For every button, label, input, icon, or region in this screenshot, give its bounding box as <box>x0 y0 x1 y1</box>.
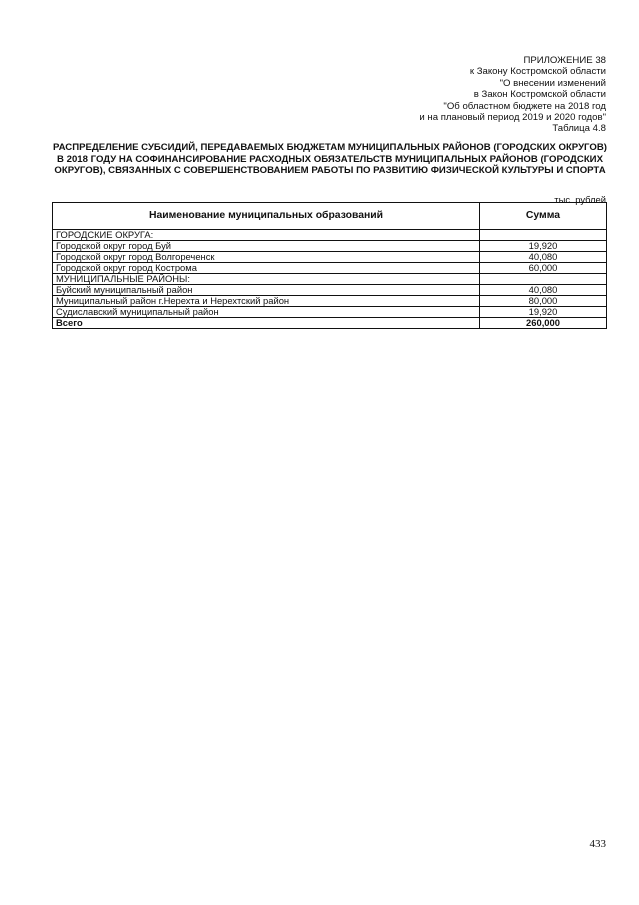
row-name: Муниципальный район г.Нерехта и Нерехтский район <box>53 296 480 307</box>
table-row-section <box>53 274 607 285</box>
table-row <box>53 285 607 296</box>
column-header-name: Наименование муниципальных образований <box>53 203 480 230</box>
row-name: Буйский муниципальный район <box>53 285 480 296</box>
document-title: РАСПРЕДЕЛЕНИЕ СУБСИДИЙ, ПЕРЕДАВАЕМЫХ БЮДЖЕТАМ МУНИЦИПАЛЬНЫХ РАЙОНОВ (ГОРОДСКИХ ОКРУГОВ) В 2018 ГОДУ НА СОФИНАНСИРОВАНИЕ РАСХОДНЫХ ОБЯЗАТЕЛЬСТВ МУНИЦИПАЛЬНЫХ РАЙОНОВ (ГОРОДСКИХ ОКРУГОВ), СВЯЗАННЫХ С СОВЕРШЕНСТВОВАНИЕМ РАБОТЫ ПО РАЗВИТИЮ ФИЗИЧЕСКОЙ КУЛЬТУРЫ И СПОРТА <box>53 142 607 177</box>
table-row <box>53 263 607 274</box>
table-row <box>53 296 607 307</box>
table-header-row <box>53 203 607 230</box>
row-amount: 60,000 <box>480 263 607 274</box>
row-amount: 80,000 <box>480 296 607 307</box>
row-name: ГОРОДСКИЕ ОКРУГА: <box>53 230 480 241</box>
row-name: Судиславский муниципальный район <box>53 307 480 318</box>
row-amount: 19,920 <box>480 241 607 252</box>
table-row <box>53 252 607 263</box>
appendix-line: и на плановый период 2019 и 2020 годов" <box>419 112 606 124</box>
table-row-total <box>53 318 607 329</box>
table-row-section <box>53 230 607 241</box>
total-amount: 260,000 <box>480 318 607 329</box>
table-row <box>53 241 607 252</box>
row-amount: 40,080 <box>480 252 607 263</box>
row-amount: 19,920 <box>480 307 607 318</box>
row-name: Городской округ город Буй <box>53 241 480 252</box>
total-label: Всего <box>53 318 480 329</box>
row-name: Городской округ город Волгореченск <box>53 252 480 263</box>
row-name: МУНИЦИПАЛЬНЫЕ РАЙОНЫ: <box>53 274 480 285</box>
appendix-line: к Закону Костромской области <box>469 66 606 78</box>
row-amount: 40,080 <box>480 285 607 296</box>
appendix-line: "Об областном бюджете на 2018 год <box>443 100 606 112</box>
row-amount <box>480 274 607 285</box>
row-amount <box>480 230 607 241</box>
appendix-header <box>276 55 606 135</box>
row-name: Городской округ город Кострома <box>53 263 480 274</box>
subsidy-table <box>52 202 607 329</box>
table-number: Таблица 4.8 <box>552 123 606 135</box>
appendix-line: в Закон Костромской области <box>473 89 606 101</box>
appendix-line: "О внесении изменений <box>499 77 606 89</box>
appendix-line: ПРИЛОЖЕНИЕ 38 <box>523 55 606 66</box>
table-row <box>53 307 607 318</box>
page-number: 433 <box>589 838 606 850</box>
column-header-amount: Сумма <box>480 203 607 230</box>
units-label: тыс. рублей <box>554 194 606 205</box>
